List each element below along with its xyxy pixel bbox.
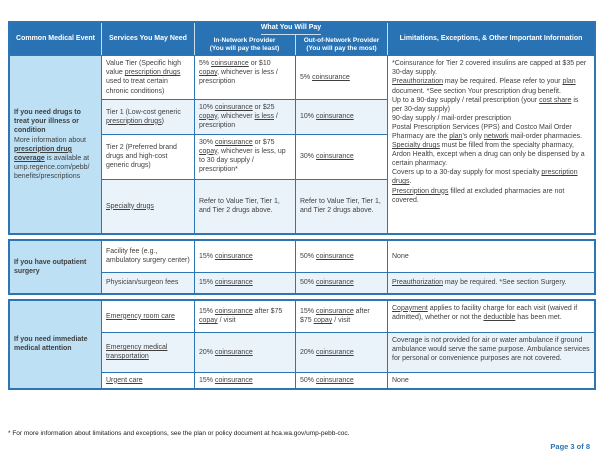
out-of-network-cell-tier1: 10% coinsurance — [296, 100, 388, 135]
in-network-cell-emergency-medical-transportation: 20% coinsurance — [195, 333, 296, 373]
header-in-network-provider — [195, 35, 296, 55]
table-block-2 — [8, 239, 596, 295]
in-network-cell-tier2: 30% coinsurance or $75 copay, whichever is less, up to 30 day supply / prescription* — [195, 135, 296, 180]
section-outpatient-surgery — [10, 241, 594, 293]
limitation-paragraph: Specialty drugs must be filled from the specialty pharmacy, Ardon Health, except when a drug can only be dispensed by a certain pharmacy. — [392, 142, 585, 168]
event-cell-outpatient-surgery — [10, 241, 102, 293]
out-of-network-cell-physician-surgeon-fees: 50% coinsurance — [296, 273, 388, 293]
header-limitations-exceptions-label: Limitations, Exceptions, & Other Important Information — [399, 34, 583, 42]
prescription-drug-coverage-link[interactable]: prescription drug coverage — [14, 145, 72, 163]
limitations-cell-emergency-medical-transportation: Coverage is not provided for air or water ambulance if ground ambulance would serve the same purpose. Ambulance services for personal or convenience purposes are not covered. — [388, 333, 594, 373]
header-services-you-may-need — [102, 23, 195, 55]
event-title: If you need drugs to treat your illness or condition — [14, 108, 81, 134]
limitation-paragraph: Preauthorization may be required. Please refer to your plan document. *See section Your prescription drug benefit. — [392, 78, 576, 95]
header-common-medical-event-label: Common Medical Event — [16, 34, 95, 42]
service-cell-facility-fee: Facility fee (e.g., ambulatory surgery center) — [102, 241, 195, 273]
header-common-medical-event — [10, 23, 102, 55]
event-title: If you have outpatient surgery — [14, 258, 87, 275]
header-out-of-network-line1: Out-of-Network Provider — [303, 37, 380, 44]
table-block-1 — [8, 21, 596, 235]
in-network-cell-emergency-room-care: 15% coinsurance after $75 copay / visit — [195, 301, 296, 333]
limitations-cell-physician-surgeon-fees: Preauthorization may be required. *See section Surgery. — [388, 273, 594, 293]
event-title: If you need immediate medical attention — [14, 336, 88, 353]
limitations-cell-urgent-care: None — [392, 376, 409, 384]
out-of-network-cell-specialty-drugs: Refer to Value Tier, Tier 1, and Tier 2 drugs above. — [296, 180, 388, 233]
limitation-paragraph: 90-day supply / mail-order prescription — [392, 114, 512, 122]
out-of-network-cell-value-tier: 5% coinsurance — [296, 56, 388, 99]
service-cell-tier2: Tier 2 (Preferred brand drugs and high-cost generic drugs) — [102, 135, 195, 180]
header-pay-subcolumns — [195, 35, 388, 55]
event-cell-prescription-drugs — [10, 56, 102, 232]
in-network-cell-value-tier: 5% coinsurance or $10 copay, whichever is less / prescription — [195, 56, 296, 99]
service-cell-value-tier: Value Tier (Specific high value prescription drugs used to treat certain chronic conditions) — [102, 56, 195, 99]
section-prescription-drugs — [10, 56, 594, 232]
service-cell-emergency-room-care: Emergency room care — [102, 301, 195, 333]
event-more-pre: More information about — [14, 136, 86, 144]
header-out-of-network-line2: (You will pay the most) — [306, 45, 377, 53]
table-header-row — [10, 23, 594, 56]
event-more-info — [14, 136, 97, 181]
out-of-network-cell-urgent-care: 50% coinsurance — [296, 373, 388, 388]
limitation-paragraph: Up to a 90-day supply / retail prescription (your cost share is per 30-day supply) — [392, 96, 579, 113]
header-out-of-network-provider — [296, 35, 388, 55]
limitations-cell-emergency-room-care: Copayment applies to facility charge for each visit (waived if admitted), whether or not the deductible has been met. — [388, 301, 594, 333]
limitation-paragraph: Covers up to a 30-day supply for most specialty prescription drugs. — [392, 169, 578, 186]
in-network-cell-urgent-care: 15% coinsurance — [195, 373, 296, 388]
out-of-network-cell-tier2: 30% coinsurance — [296, 135, 388, 180]
limitations-cell-facility-fee: None — [388, 241, 594, 273]
limitation-paragraph: Prescription drugs filled at excluded pharmacies are not covered. — [392, 187, 565, 204]
header-in-network-line2: (You will pay the least) — [209, 45, 280, 53]
service-cell-tier1: Tier 1 (Low-cost generic prescription drugs) — [102, 100, 195, 135]
header-what-you-will-pay: What You Will Pay — [261, 23, 321, 35]
in-network-cell-physician-surgeon-fees: 15% coinsurance — [195, 273, 296, 293]
header-limitations-exceptions — [388, 23, 594, 55]
service-cell-specialty-drugs: Specialty drugs — [102, 180, 195, 233]
service-cell-emergency-medical-transportation: Emergency medical transportation — [102, 333, 195, 373]
in-network-cell-tier1: 10% coinsurance or $25 copay, whichever is less / prescription — [195, 100, 296, 135]
section-immediate-medical-attention — [10, 301, 594, 388]
limitations-cell-prescription-drugs — [388, 56, 594, 232]
header-services-you-may-need-label: Services You May Need — [109, 34, 187, 42]
page-number: Page 3 of 8 — [550, 442, 590, 451]
footnote: * For more information about limitations and exceptions, see the plan or policy document at hca.wa.gov/ump-pebb-coc. — [8, 430, 350, 437]
header-in-network-line1: In-Network Provider — [213, 37, 276, 44]
service-cell-physician-surgeon-fees: Physician/surgeon fees — [102, 273, 195, 293]
event-cell-immediate-medical-attention — [10, 301, 102, 388]
event-more-post: is available at ump.regence.com/pebb/ benefits/prescriptions — [14, 155, 90, 181]
service-cell-urgent-care: Urgent care — [102, 373, 195, 388]
out-of-network-cell-emergency-medical-transportation: 20% coinsurance — [296, 333, 388, 373]
header-what-you-will-pay-group — [195, 23, 388, 55]
limitation-paragraph: Postal Prescription Services (PPS) and Costco Mail Order Pharmacy are the plan's only network mail-order pharmacies. — [392, 123, 583, 140]
out-of-network-cell-emergency-room-care: 15% coinsurance after $75 copay / visit — [296, 301, 388, 333]
in-network-cell-facility-fee: 15% coinsurance — [195, 241, 296, 273]
out-of-network-cell-facility-fee: 50% coinsurance — [296, 241, 388, 273]
limitation-paragraph: *Coinsurance for Tier 2 covered insulins are capped at $35 per 30-day supply. — [392, 60, 587, 77]
table-block-3 — [8, 299, 596, 390]
in-network-cell-specialty-drugs: Refer to Value Tier, Tier 1, and Tier 2 drugs above. — [195, 180, 296, 233]
benefits-table — [8, 21, 596, 390]
